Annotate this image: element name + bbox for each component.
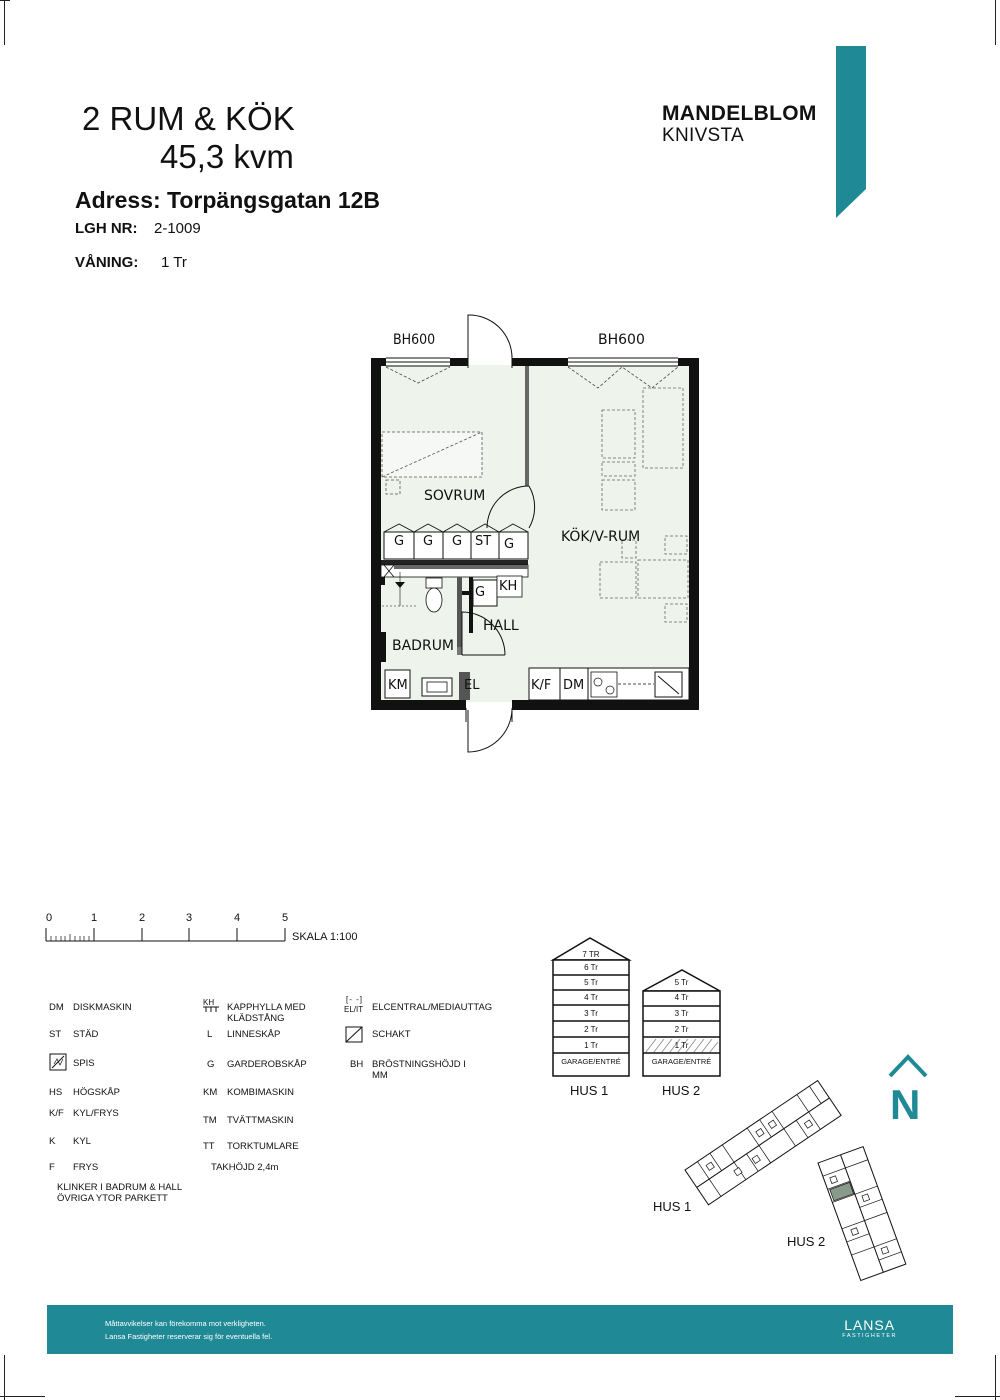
logo-subtext: FASTIGHETER [842,1333,897,1339]
crop-mark [995,0,996,45]
electrical-icon: [- -] [346,995,363,1004]
floor-label: VÅNING: [75,254,139,271]
project-location: KNIVSTA [662,125,744,146]
crop-mark [4,1355,5,1400]
floor-label-highlighted: 1 Tr [674,1041,689,1050]
wardrobe-label: G [394,534,405,549]
scale-tick: 2 [139,912,146,924]
scale-tick: 1 [91,912,98,924]
building-label: HUS 1 [570,1083,609,1098]
coat-rack-icon [203,1006,221,1014]
floor-label: 6 Tr [584,963,598,972]
north-label: N [890,1081,921,1128]
coat-rack-label: KH [499,579,518,594]
apartment-number-value: 2-1009 [154,220,201,237]
shaft-icon [345,1026,363,1043]
window-height-label: BH600 [598,332,645,348]
room-label-sovrum: SOVRUM [424,488,486,504]
footer-bar [47,1305,953,1354]
project-name: MANDELBLOM [662,102,817,125]
floor-value: 1 Tr [161,254,187,271]
scale-tick: 3 [186,912,193,924]
site-building-label: HUS 1 [653,1199,692,1214]
crop-mark [0,1396,45,1397]
scale-bar [45,926,295,946]
electrical-label: EL [464,678,480,693]
address: Adress: Torpängsgatan 12B [75,187,381,213]
crop-mark [955,1396,1000,1397]
floor-label: GARAGE/ENTRÉ [651,1057,712,1066]
floor-label: 2 Tr [674,1025,689,1034]
stove-icon [49,1053,67,1071]
room-label-kok: KÖK/V-RUM [561,529,641,545]
disclaimer-line: Lansa Fastigheter reserverar sig för eventuella fel. [105,1332,273,1341]
floor-label: 1 Tr [584,1041,598,1050]
brand-accent-bar [836,46,866,218]
room-label-badrum: BADRUM [392,638,455,654]
disclaimer [105,1317,272,1343]
room-label-hall: HALL [483,618,519,634]
floor-label: 4 Tr [674,993,689,1002]
floor-label: 7 TR [582,950,600,959]
wardrobe-label: G [504,537,515,552]
ceiling-height: TAKHÖJD 2,4m [211,1162,279,1173]
building-label: HUS 2 [662,1083,701,1098]
disclaimer-line: Måttavvikelser kan förekomma mot verkligheten. [105,1319,266,1328]
scale-label: SKALA 1:100 [292,931,358,943]
dishwasher-label: DM [563,678,585,693]
site-plan [680,1070,940,1290]
fridge-freezer-label: K/F [531,678,552,693]
area-title: 45,3 kvm [160,138,294,175]
scale-tick: 5 [282,912,289,924]
window-height-label: BH600 [393,332,436,348]
crop-mark [4,0,5,45]
floor-label: 4 Tr [584,993,598,1002]
floor-label: 5 Tr [584,978,598,987]
room-count-title: 2 RUM & KÖK [82,100,295,137]
floor-material-note: ÖVRIGA YTOR PARKETT [57,1193,168,1204]
floor-label: 5 Tr [674,978,689,987]
floor-label: 3 Tr [584,1009,598,1018]
floor-label: 2 Tr [584,1025,598,1034]
scale-tick: 4 [234,912,241,924]
floor-label: 3 Tr [674,1009,689,1018]
floor-label: GARAGE/ENTRÉ [561,1057,621,1066]
wardrobe-label: G [452,534,463,549]
combi-machine-label: KM [388,678,408,693]
floor-material-note: KLINKER I BADRUM & HALL [57,1182,183,1193]
wardrobe-label: G [423,534,434,549]
crop-mark [0,0,10,1]
wardrobe-label: ST [475,534,492,549]
crop-mark [995,1355,996,1400]
scale-tick: 0 [46,912,53,924]
wardrobe-label: G [475,585,486,600]
site-building-label: HUS 2 [787,1234,826,1249]
lansa-logo [842,1317,897,1339]
logo-text: LANSA [844,1317,896,1333]
apartment-number-label: LGH NR: [75,220,138,237]
